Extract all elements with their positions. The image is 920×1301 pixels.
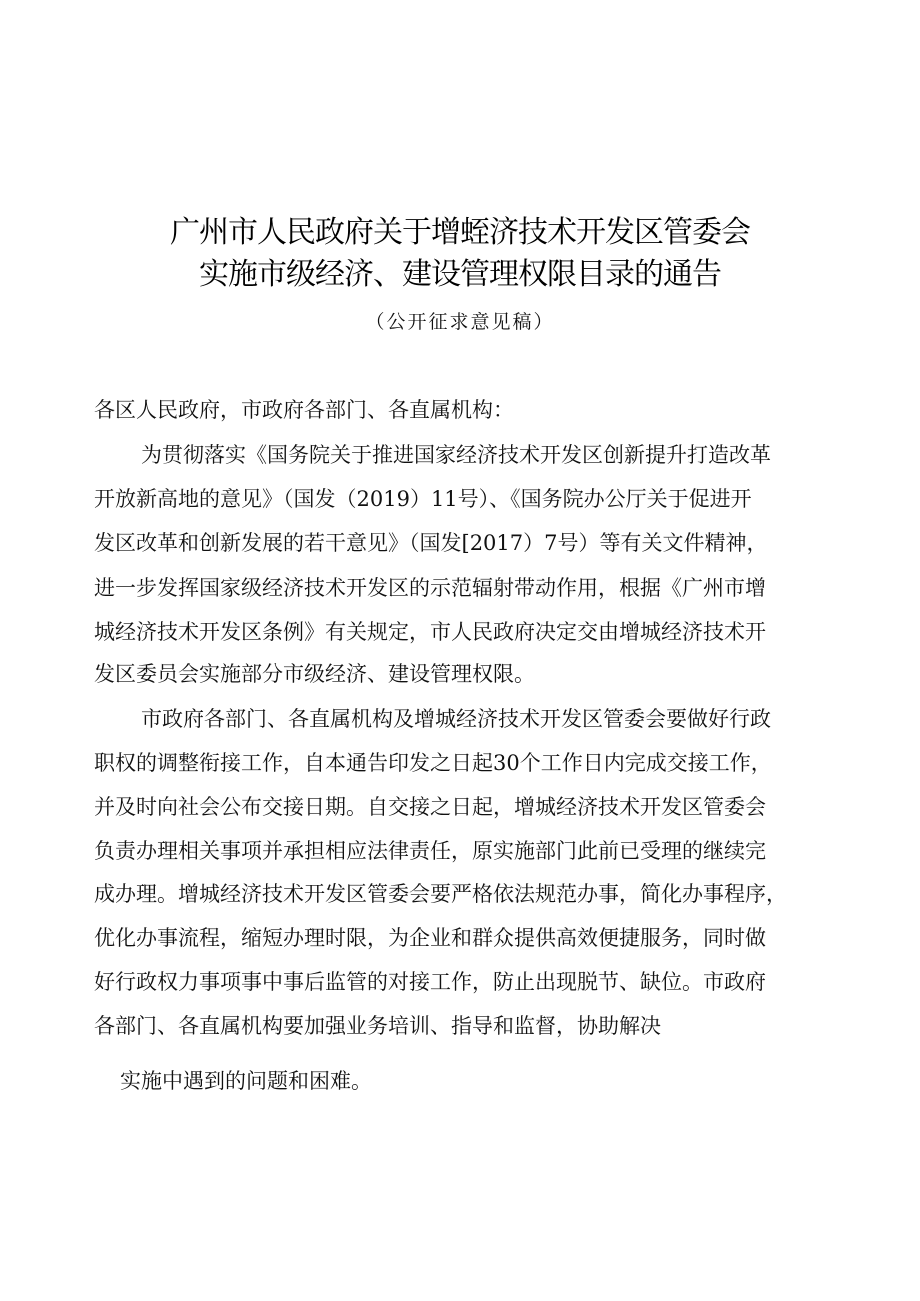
paragraph-line: 成办理。增城经济技术开发区管委会要严格依法规范办事，简化办事程序， [94, 882, 787, 906]
paragraph-line: 市政府各部门、各直属机构及增城经济技术开发区管委会要做好行政 [141, 707, 771, 731]
paragraph-line: 进一步发挥国家级经济技术开发区的示范辐射带动作用，根据《广州市增 [94, 576, 766, 600]
paragraph-line: 负责办理相关事项并承担相应法律责任，原实施部门此前已受理的继续完 [94, 839, 766, 863]
paragraph-line: 城经济技术开发区条例》有关规定，市人民政府决定交由增城经济技术开 [94, 620, 766, 644]
document-title-line-2: 实施市级经济、建设管理权限目录的通告 [199, 257, 721, 292]
salutation: 各区人民政府，市政府各部门、各直属机构： [94, 398, 514, 422]
paragraph-line: 发区改革和创新发展的若干意见》（国发[2017）7号）等有关文件精神， [94, 531, 768, 555]
document-subtitle: （公开征求意见稿） [365, 311, 555, 333]
document-title-line-1: 广州市人民政府关于增蛭济技术开发区管委会 [170, 215, 750, 250]
paragraph-line: 发区委员会实施部分市级经济、建设管理权限。 [94, 662, 535, 686]
paragraph-line: 并及时向社会公布交接日期。自交接之日起，增城经济技术开发区管委会 [94, 795, 766, 819]
paragraph-line: 开放新高地的意见》（国发（2019）11号）、《国务院办公厅关于促进开 [94, 487, 752, 511]
trailing-line: 实施中遇到的问题和困难。 [120, 1069, 372, 1093]
paragraph-line: 各部门、各直属机构要加强业务培训、指导和监督，协助解决 [94, 1014, 661, 1038]
paragraph-line: 优化办事流程，缩短办理时限，为企业和群众提供高效便捷服务，同时做 [94, 926, 766, 950]
paragraph-line: 好行政权力事项事中事后监管的对接工作，防止出现脱节、缺位。市政府 [94, 970, 766, 994]
paragraph-line: 职权的调整衔接工作，自本通告印发之日起30个工作日内完成交接工作， [94, 751, 772, 775]
paragraph-line: 为贯彻落实《国务院关于推进国家经济技术开发区创新提升打造改革 [141, 443, 771, 467]
